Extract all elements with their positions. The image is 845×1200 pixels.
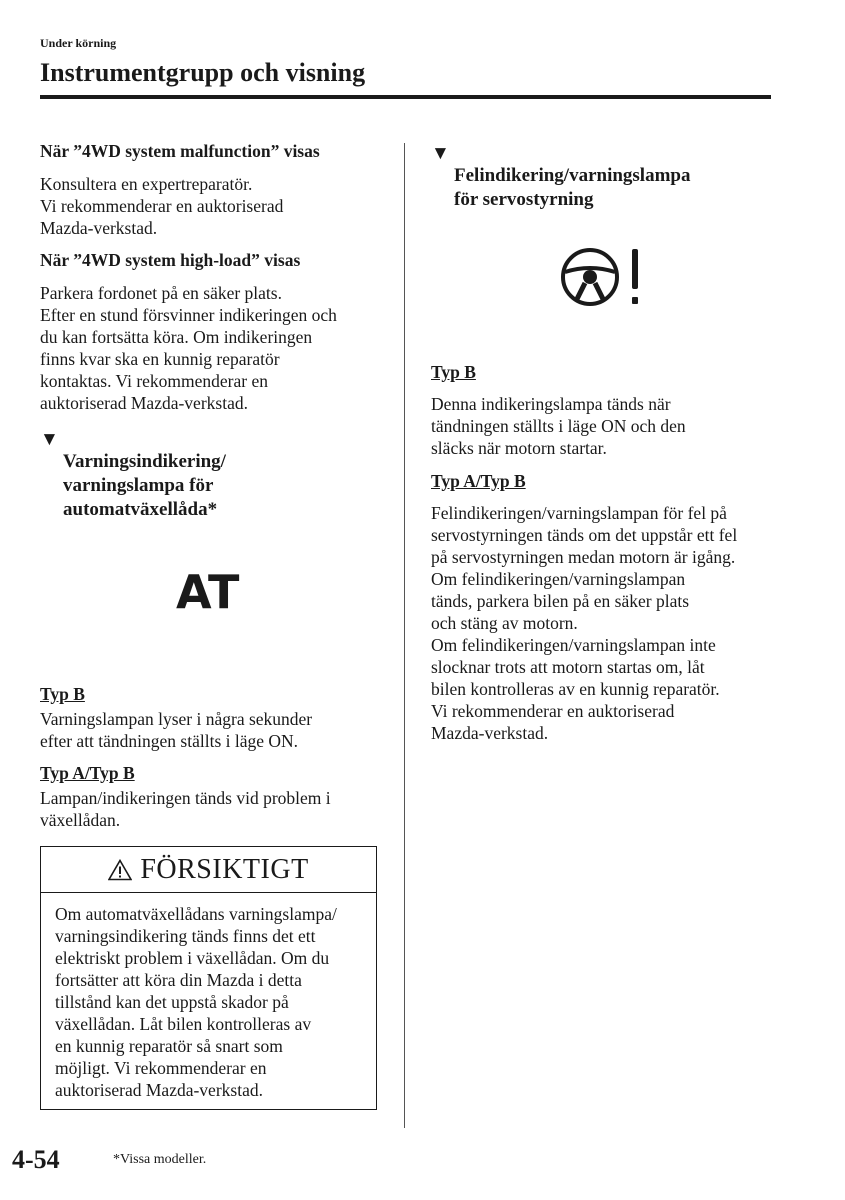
heading-power-steering	[431, 140, 771, 212]
caution-header	[41, 847, 376, 893]
triangle-bullet-icon: ▼	[431, 143, 450, 164]
triangle-bullet-icon: ▼	[40, 429, 59, 450]
text-4wd-malfunction: Konsultera en expertreparatör. Vi rekommenderar en auktoriserad Mazda-verkstad.	[40, 174, 284, 238]
right-typ-b-label: Typ B	[431, 362, 476, 382]
heading-4wd-highload: När ”4WD system high-load” visas	[40, 250, 301, 270]
page-number: 4-54	[12, 1145, 60, 1174]
right-column-lower	[431, 361, 771, 754]
typ-ab-text: Lampan/indikeringen tänds vid problem i växellådan.	[40, 788, 331, 830]
right-typ-ab-label: Typ A/Typ B	[431, 471, 526, 491]
heading-at-warning	[40, 426, 380, 522]
heading-power-steering-text: Felindikering/varningslampa för servostyrning	[454, 165, 691, 210]
at-warning-icon: AT	[176, 565, 240, 619]
warning-triangle-icon	[108, 859, 132, 881]
power-steering-warning-icon	[560, 246, 646, 308]
typ-b-text: Varningslampan lyser i några sekunder efter att tändningen ställts i läge ON.	[40, 709, 313, 751]
column-divider	[404, 143, 405, 1128]
typ-ab-label: Typ A/Typ B	[40, 763, 135, 783]
title-rule	[40, 95, 771, 99]
page-title: Instrumentgrupp och visning	[40, 58, 366, 87]
right-typ-ab-text: Felindikeringen/varningslampan för fel på servostyrningen tänds om det uppstår ett fel på servostyrningen medan motorn är igång. Om felindikeringen/varningslampan tänds, parkera bilen på en säker plats och stäng av motorn. Om felindikeringen/varningslampan inte slocknar trots att motorn startas om, låt bilen kontrolleras av en kunnig reparatör. Vi rekommenderar en auktoriserad Mazda-verkstad.	[431, 503, 738, 743]
typ-b-label: Typ B	[40, 684, 85, 704]
footnote: *Vissa modeller.	[113, 1152, 207, 1167]
caution-text: Om automatväxellådans varningslampa/ varningsindikering tänds finns det ett elektriskt problem i växellådan. Om du fortsätter att köra din Mazda i detta tillstånd kan det uppstå skador på växellådan. Låt bilen kontrolleras av en kunnig reparatör så snart som möjligt. Vi rekommenderar en auktoriserad Mazda-verkstad.	[55, 904, 337, 1100]
right-column	[431, 140, 771, 212]
heading-at-warning-text: Varningsindikering/ varningslampa för automatväxellåda*	[63, 451, 226, 520]
caution-title: FÖRSIKTIGT	[140, 853, 309, 885]
text-4wd-highload: Parkera fordonet på en säker plats. Efter en stund försvinner indikeringen och du kan fortsätta köra. Om indikeringen finns kvar ska en kunnig reparatör kontaktas. Vi rekommenderar en auktoriserad Mazda-verkstad.	[40, 283, 337, 413]
caution-box	[40, 846, 377, 1110]
right-typ-b-text: Denna indikeringslampa tänds när tändningen ställts i läge ON och den släcks när motorn startar.	[431, 394, 686, 458]
heading-4wd-malfunction: När ”4WD system malfunction” visas	[40, 141, 320, 161]
section-label: Under körning	[40, 36, 117, 50]
left-column-lower	[40, 683, 380, 841]
left-column	[40, 140, 380, 522]
